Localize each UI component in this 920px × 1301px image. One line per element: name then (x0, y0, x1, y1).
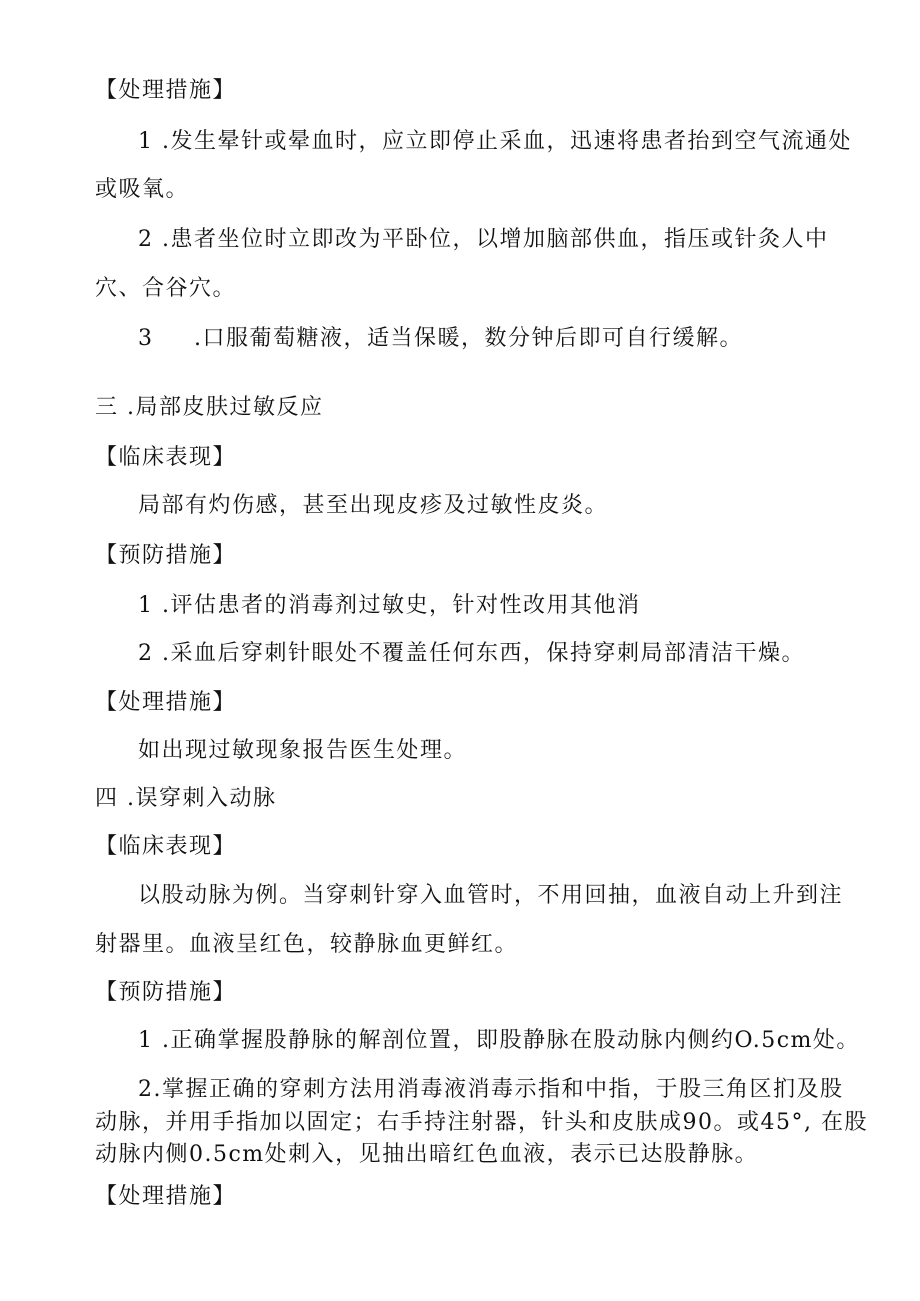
treatment-text: 如出现过敏现象报告医生处理。 (138, 738, 468, 763)
treatment-item-2-continued: 穴、合谷穴。 (95, 276, 237, 301)
prevention-item-2b-continued-1: 动脉，并用手指加以固定；右手持注射器，针头和皮肤成90。或45°, 在股 (95, 1110, 868, 1135)
clinical-manifestation-text: 局部有灼伤感，甚至出现皮疹及过敏性皮炎。 (138, 493, 609, 518)
treatment-item-1-continued: 或吸氧。 (95, 177, 190, 202)
heading-clinical-manifestation: 【临床表现】 (95, 445, 237, 470)
heading-preventive-measures-2: 【预防措施】 (95, 980, 237, 1005)
clinical-manifestation-text-2: 以股动脉为例。当穿刺针穿入血管时，不用回抽，血液自动上升到注 (138, 883, 844, 908)
prevention-item-2b-continued-2: 动脉内侧0.5cm处刺入，见抽出暗红色血液，表示已达股静脉。 (95, 1142, 759, 1167)
section-four-title: 四 .误穿刺入动脉 (95, 786, 277, 811)
prevention-item-1: 1 .评估患者的消毒剂过敏史，针对性改用其他消 (138, 593, 641, 618)
clinical-manifestation-text-2-continued: 射器里。血液呈红色，较静脉血更鲜红。 (95, 932, 519, 957)
treatment-item-3-text: .口服葡萄糖液，适当保暖，数分钟后即可自行缓解。 (194, 326, 743, 351)
prevention-item-2: 2 .采血后穿刺针眼处不覆盖任何东西，保持穿刺局部清洁干燥。 (138, 641, 805, 666)
treatment-item-3 (138, 326, 743, 352)
treatment-item-1: 1 .发生晕针或晕血时，应立即停止采血，迅速将患者抬到空气流通处 (138, 129, 852, 154)
heading-preventive-measures: 【预防措施】 (95, 543, 237, 568)
heading-treatment-measures-2: 【处理措施】 (95, 690, 237, 715)
prevention-item-1b: 1 .正确掌握股静脉的解剖位置，即股静脉在股动脉内侧约O.5cm处。 (138, 1028, 860, 1053)
heading-treatment-measures-3: 【处理措施】 (95, 1184, 237, 1209)
prevention-item-2b: 2.掌握正确的穿刺方法用消毒液消毒示指和中指，于股三角区扪及股 (138, 1077, 844, 1102)
treatment-item-3-number: 3 (138, 326, 154, 351)
heading-treatment-measures: 【处理措施】 (95, 78, 237, 103)
treatment-item-2: 2 .患者坐位时立即改为平卧位，以增加脑部供血，指压或针灸人中 (138, 227, 829, 252)
section-three-title: 三 .局部皮肤过敏反应 (95, 395, 324, 420)
heading-clinical-manifestation-2: 【临床表现】 (95, 834, 237, 859)
